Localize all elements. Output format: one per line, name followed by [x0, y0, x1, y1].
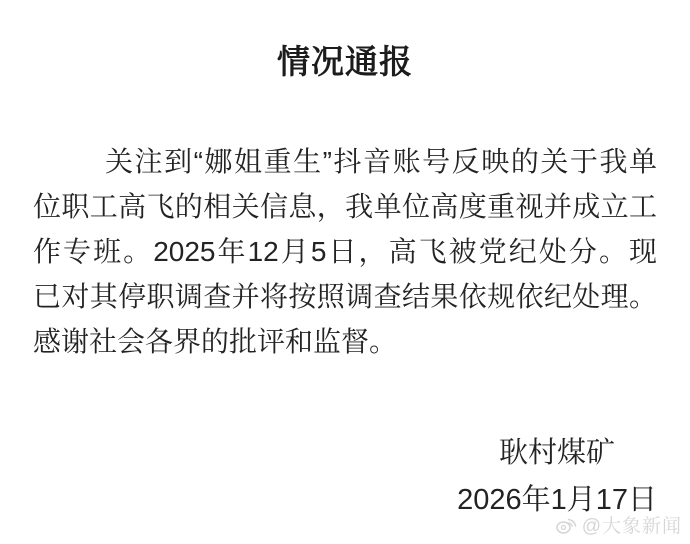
watermark — [555, 511, 682, 538]
paragraph-line: 关注到“娜姐重生”抖音账号反映的关于我单 — [105, 146, 657, 177]
notice-title: 情况通报 — [277, 43, 413, 80]
weibo-icon — [555, 515, 577, 535]
signature-org: 耿村煤矿 — [499, 437, 616, 469]
signature-date: 2026年1月17日 — [457, 484, 657, 516]
paragraph-line: 位职工高飞的相关信息，我单位高度重视并成立工 — [33, 191, 657, 222]
paragraph-line: 作专班。2025年12月5日，高飞被党纪处分。现 — [33, 236, 657, 267]
paragraph-line: 已对其停职调查并将按照调查结果依规依纪处理。 — [33, 281, 657, 312]
signature-block — [457, 430, 657, 524]
paragraph-line: 感谢社会各界的批评和监督。 — [33, 326, 398, 357]
notice-body — [33, 139, 657, 364]
watermark-text: @大象新闻 — [581, 516, 682, 537]
